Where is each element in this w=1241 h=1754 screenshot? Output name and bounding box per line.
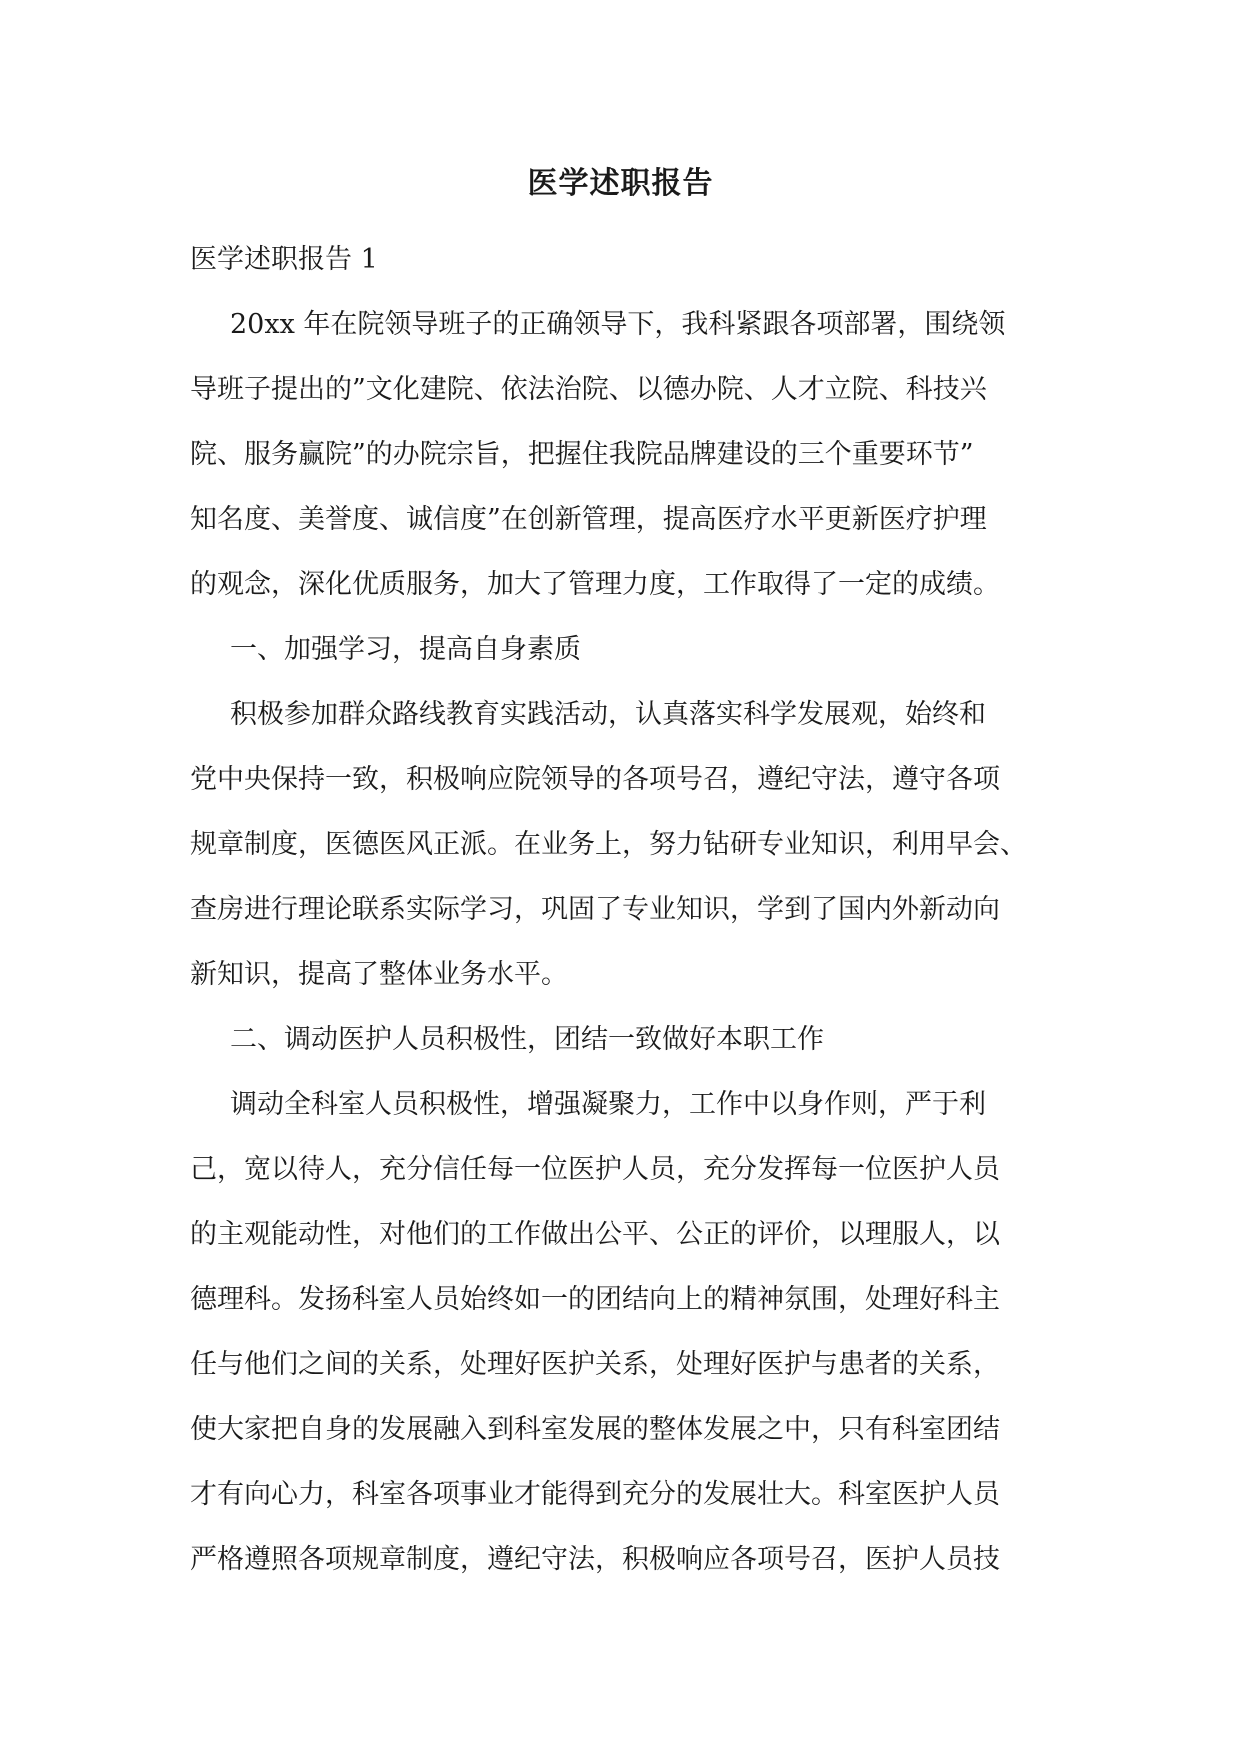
paragraph-line: 查房进行理论联系实际学习，巩固了专业知识，学到了国内外新动向: [190, 894, 1000, 925]
paragraph-line: 党中央保持一致，积极响应院领导的各项号召，遵纪守法，遵守各项: [190, 764, 1000, 795]
paragraph-line: 院、服务赢院”的办院宗旨，把握住我院品牌建设的三个重要环节”: [190, 439, 974, 470]
paragraph-line: 己，宽以待人，充分信任每一位医护人员，充分发挥每一位医护人员: [190, 1154, 1000, 1185]
paragraph-line: 知名度、美誉度、诚信度”在创新管理，提高医疗水平更新医疗护理: [190, 504, 987, 535]
paragraph-line: 使大家把自身的发展融入到科室发展的整体发展之中，只有科室团结: [190, 1414, 1000, 1445]
paragraph-line: 任与他们之间的关系，处理好医护关系，处理好医护与患者的关系，: [190, 1349, 1000, 1380]
paragraph-line: 积极参加群众路线教育实践活动，认真落实科学发展观，始终和: [230, 699, 986, 730]
paragraph-line: 才有向心力，科室各项事业才能得到充分的发展壮大。科室医护人员: [190, 1479, 1000, 1510]
report-subtitle: 医学述职报告 1: [190, 244, 378, 275]
paragraph-line: 规章制度，医德医风正派。在业务上，努力钻研专业知识，利用早会、: [190, 829, 1027, 860]
section-heading-1: 一、加强学习，提高自身素质: [230, 634, 581, 665]
paragraph-line: 20xx 年在院领导班子的正确领导下，我科紧跟各项部署，围绕领: [230, 309, 1006, 340]
section-heading-2: 二、调动医护人员积极性，团结一致做好本职工作: [230, 1024, 824, 1055]
paragraph-line: 严格遵照各项规章制度，遵纪守法，积极响应各项号召，医护人员技: [190, 1544, 1000, 1575]
paragraph-line: 调动全科室人员积极性，增强凝聚力，工作中以身作则，严于利: [230, 1089, 986, 1120]
paragraph-line: 德理科。发扬科室人员始终如一的团结向上的精神氛围，处理好科主: [190, 1284, 1000, 1315]
paragraph-line: 的主观能动性，对他们的工作做出公平、公正的评价，以理服人，以: [190, 1219, 1000, 1250]
paragraph-line: 新知识，提高了整体业务水平。: [190, 959, 568, 990]
paragraph-line: 导班子提出的”文化建院、依法治院、以德办院、人才立院、科技兴: [190, 374, 987, 405]
page-title: 医学述职报告: [527, 166, 714, 201]
document-body: [190, 227, 1052, 1592]
paragraph-line: 的观念，深化优质服务，加大了管理力度，工作取得了一定的成绩。: [190, 569, 1000, 600]
